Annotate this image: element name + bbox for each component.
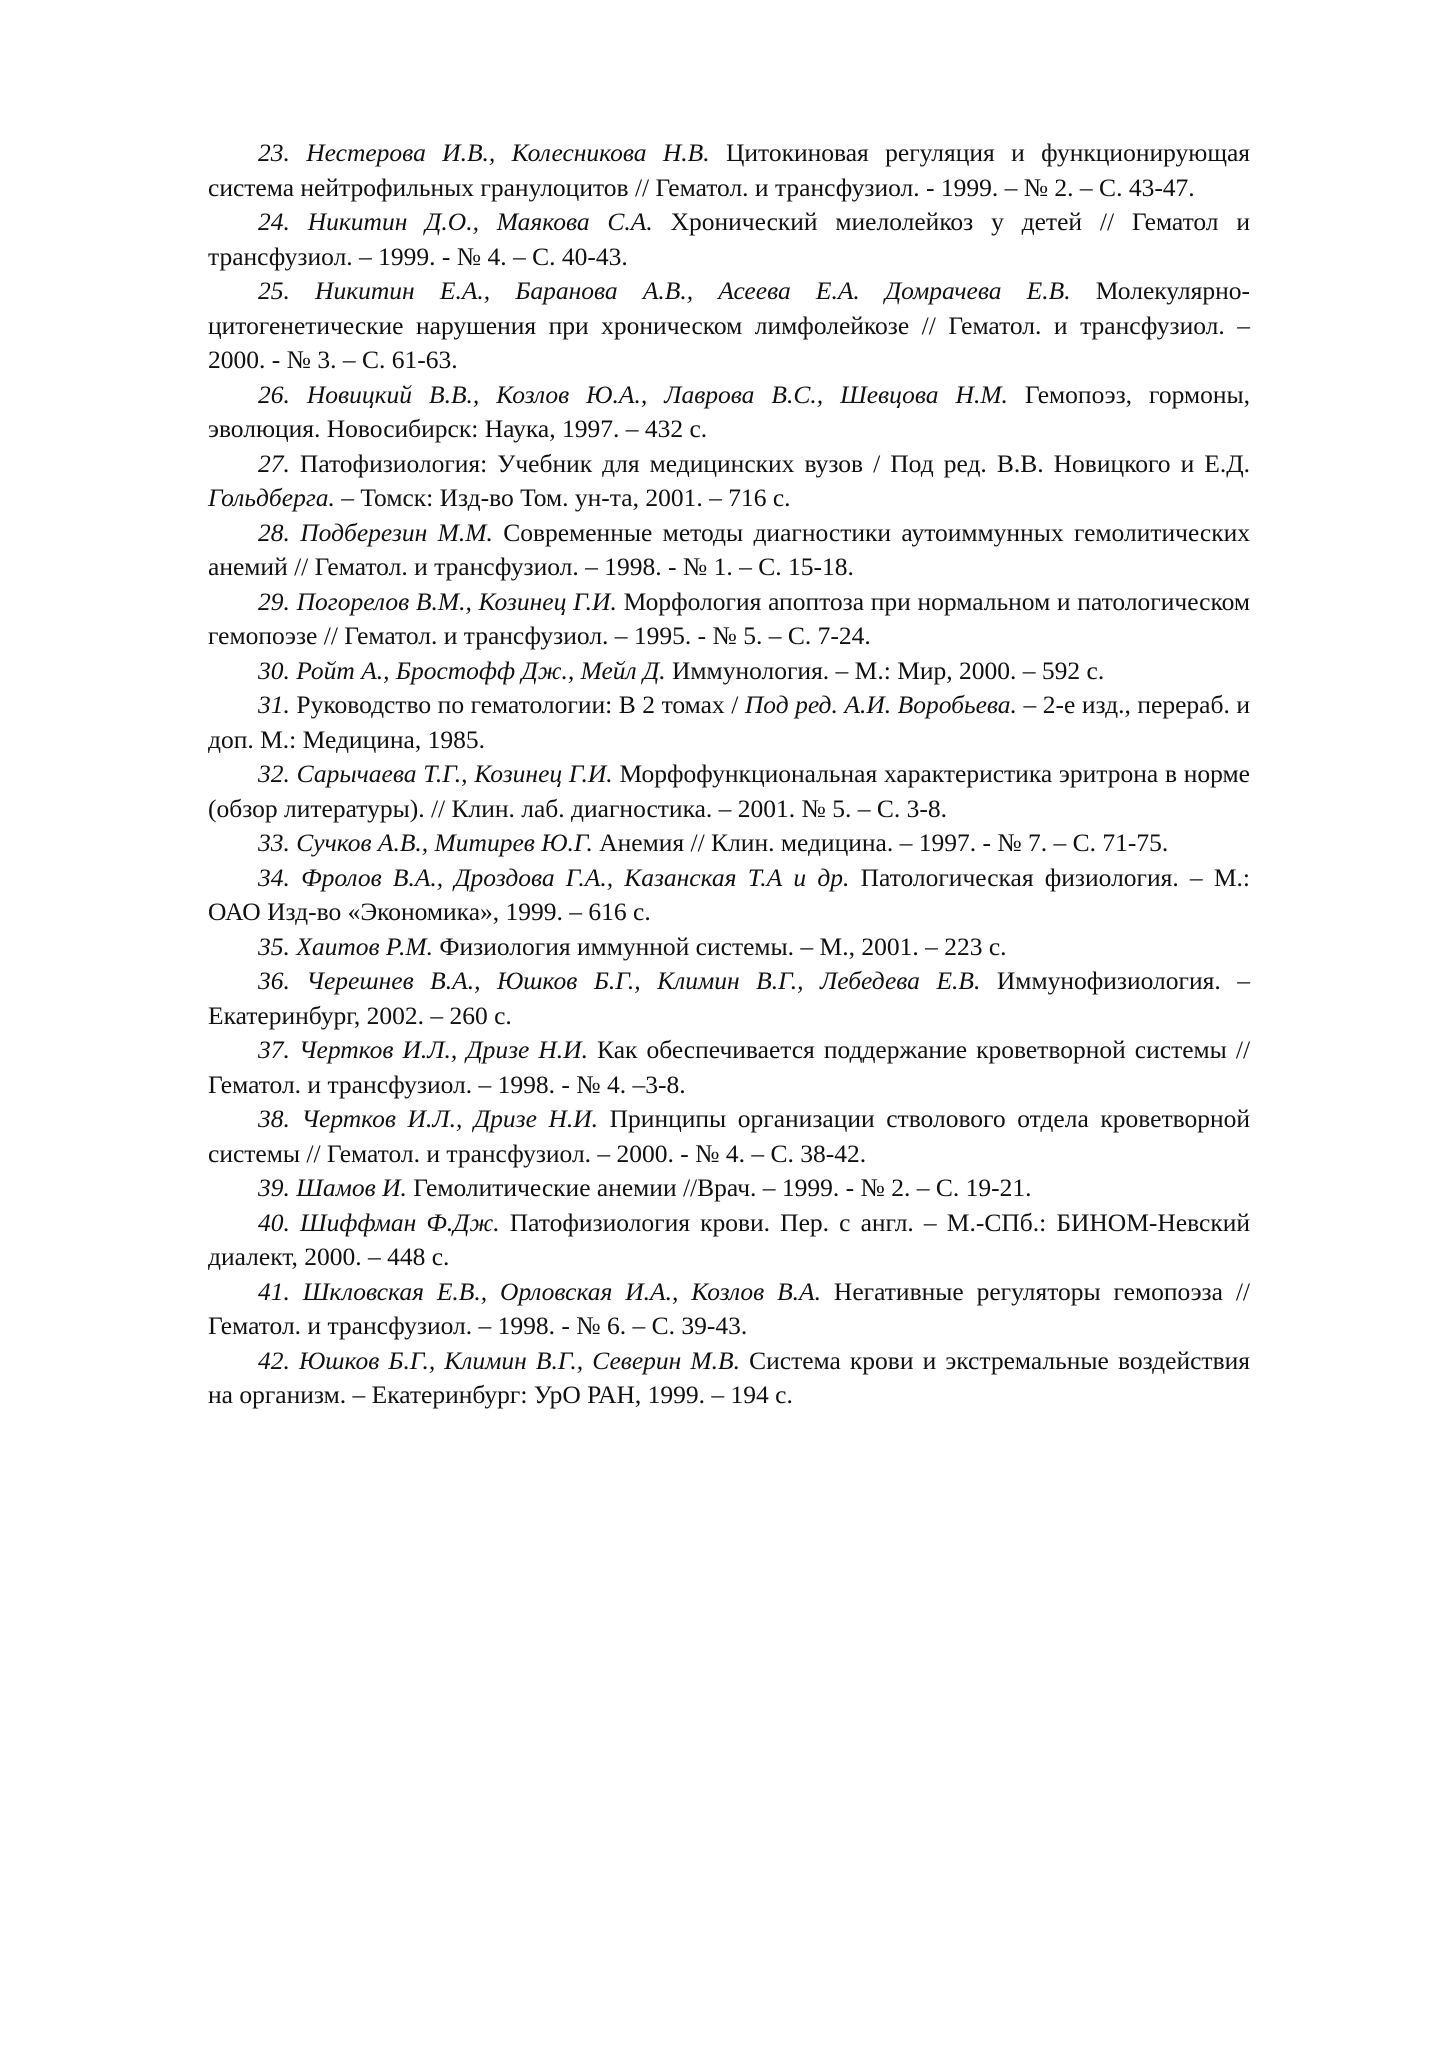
- reference-item: [208, 1171, 1250, 1206]
- reference-number: 26.: [258, 379, 290, 409]
- reference-item: [208, 930, 1250, 965]
- reference-authors: Никитин Д.О., Маякова С.А.: [307, 207, 653, 236]
- reference-item: [208, 1033, 1250, 1102]
- reference-number: 28.: [258, 517, 290, 547]
- reference-authors: Чертков И.Л., Дризе Н.И.: [298, 1035, 588, 1064]
- reference-item: [208, 516, 1250, 585]
- reference-number: 41.: [258, 1276, 290, 1306]
- reference-item: [208, 447, 1250, 516]
- reference-authors: Гольдберга.: [208, 483, 335, 512]
- reference-text: – 2-е изд., перераб. и доп. М.: Медицина, 1985.: [208, 690, 1251, 754]
- reference-text: Иммунология. – М.: Мир, 2000. – 592 с.: [672, 655, 1105, 685]
- reference-item: [208, 1275, 1250, 1344]
- reference-authors: Под ред. А.И. Воробьева.: [744, 690, 1017, 719]
- reference-text: Патофизиология крови. Пер. с англ. – М.-СПб.: БИНОМ-Невский диалект, 2000. – 448 с.: [208, 1207, 1250, 1271]
- reference-title: Патофизиология: Учебник для медицинских вузов / Под ред. В.В. Новицкого и Е.Д.: [299, 448, 1250, 478]
- reference-number: 30.: [258, 655, 290, 685]
- reference-authors: Подберезин М.М.: [300, 517, 493, 547]
- reference-item: [208, 654, 1250, 689]
- reference-authors: Юшков Б.Г., Климин В.Г., Северин М.В.: [298, 1345, 740, 1375]
- reference-number: 34.: [258, 862, 290, 892]
- reference-number: 42.: [258, 1345, 290, 1375]
- reference-item: [208, 757, 1250, 826]
- reference-text: – Томск: Изд-во Том. ун-та, 2001. – 716 с.: [341, 483, 791, 512]
- reference-number: 33.: [258, 828, 290, 857]
- reference-text: Молекулярно-цитогенетические нарушения при хроническом лимфолейкозе // Гематол. и трансфузиол. – 2000. - № 3. – С. 61-63.: [208, 276, 1251, 374]
- reference-authors: Ройт А., Бростофф Дж., Мейл Д.: [296, 655, 666, 685]
- reference-text: Негативные регуляторы гемопоэза // Гематол. и трансфузиол. – 1998. - № 6. – С. 39-43.: [208, 1276, 1250, 1340]
- reference-authors: Нестерова И.В., Колесникова Н.В.: [306, 138, 710, 167]
- reference-number: 25.: [258, 276, 290, 305]
- reference-item: [208, 1102, 1250, 1171]
- reference-authors: Шамов И.: [296, 1173, 407, 1202]
- reference-text: Иммунофизиология. – Екатеринбург, 2002. – 260 с.: [208, 966, 1250, 1030]
- reference-list: [208, 136, 1250, 1413]
- reference-authors: Сучков А.В., Митирев Ю.Г.: [296, 828, 593, 857]
- reference-item: [208, 826, 1250, 861]
- reference-item: [208, 964, 1250, 1033]
- reference-title: Руководство по гематологии: В 2 томах /: [296, 690, 739, 719]
- reference-authors: Шиффман Ф.Дж.: [300, 1207, 500, 1237]
- reference-text: Принципы организации стволового отдела кроветворной системы // Гематол. и трансфузиол. – 2000. - № 4. – С. 38-42.: [208, 1104, 1250, 1168]
- reference-number: 24.: [258, 207, 290, 236]
- reference-number: 39.: [258, 1173, 290, 1202]
- reference-text: Как обеспечивается поддержание кроветворной системы // Гематол. и трансфузиол. – 1998. - № 4. –3-8.: [208, 1035, 1251, 1099]
- reference-text: Современные методы диагностики аутоиммунных гемолитических анемий // Гематол. и трансфузиол. – 1998. - № 1. – С. 15-18.: [208, 517, 1251, 581]
- reference-number: 36.: [258, 966, 290, 995]
- reference-item: [208, 136, 1250, 205]
- reference-number: 40.: [258, 1207, 290, 1237]
- reference-text: Морфология апоптоза при нормальном и патологическом гемопоэзе // Гематол. и трансфузиол. – 1995. - № 5. – С. 7-24.: [208, 586, 1251, 650]
- reference-number: 37.: [258, 1035, 290, 1064]
- reference-authors: Чертков И.Л., Дризе Н.И.: [301, 1104, 599, 1133]
- reference-text: Система крови и экстремальные воздействия на организм. – Екатеринбург: УрО РАН, 1999. – 194 с.: [208, 1345, 1250, 1409]
- reference-text: Патологическая физиология. – М.: ОАО Изд-во «Экономика», 1999. – 616 с.: [208, 862, 1250, 926]
- reference-authors: Погорелов В.М., Козинец Г.И.: [296, 586, 617, 616]
- reference-number: 27.: [258, 448, 290, 478]
- reference-number: 38.: [258, 1104, 290, 1133]
- reference-item: [208, 274, 1250, 378]
- reference-number: 29.: [258, 586, 290, 616]
- reference-authors: Хаитов Р.М.: [296, 931, 433, 961]
- reference-number: 32.: [258, 759, 290, 788]
- reference-authors: Фролов В.А., Дроздова Г.А., Казанская Т.А и др.: [301, 862, 850, 892]
- reference-item: [208, 688, 1250, 757]
- reference-item: [208, 1344, 1250, 1413]
- reference-text: Анемия // Клин. медицина. – 1997. - № 7. – С. 71-75.: [599, 828, 1169, 857]
- reference-number: 35.: [258, 931, 290, 961]
- reference-item: [208, 1206, 1250, 1275]
- reference-authors: Сарычаева Т.Г., Козинец Г.И.: [296, 759, 613, 788]
- reference-text: Гемопоэз, гормоны, эволюция. Новосибирск: Наука, 1997. – 432 с.: [208, 379, 1250, 443]
- reference-text: Физиология иммунной системы. – М., 2001. – 223 с.: [439, 931, 1007, 961]
- reference-item: [208, 205, 1250, 274]
- reference-text: Хронический миелолейкоз у детей // Гематол и трансфузиол. – 1999. - № 4. – С. 40-43.: [208, 207, 1250, 271]
- reference-text: Морфофункциональная характеристика эритрона в норме (обзор литературы). // Клин. лаб. диагностика. – 2001. № 5. – С. 3-8.: [208, 759, 1250, 823]
- reference-text: Гемолитические анемии //Врач. – 1999. - № 2. – С. 19-21.: [413, 1173, 1032, 1202]
- reference-text: Цитокиновая регуляция и функционирующая система нейтрофильных гранулоцитов // Гематол. и трансфузиол. - 1999. – № 2. – С. 43-47.: [208, 138, 1251, 202]
- reference-authors: Новицкий В.В., Козлов Ю.А., Лаврова В.С., Шевцова Н.М.: [306, 379, 1008, 409]
- reference-item: [208, 585, 1250, 654]
- reference-item: [208, 378, 1250, 447]
- reference-authors: Черешнев В.А., Юшков Б.Г., Климин В.Г., Лебедева Е.В.: [306, 966, 981, 995]
- reference-number: 23.: [258, 138, 290, 167]
- reference-authors: Никитин Е.А., Баранова А.В., Асеева Е.А. Домрачева Е.В.: [315, 276, 1071, 305]
- reference-item: [208, 861, 1250, 930]
- reference-number: 31.: [258, 690, 290, 719]
- reference-authors: Шкловская Е.В., Орловская И.А., Козлов В.А.: [302, 1276, 822, 1306]
